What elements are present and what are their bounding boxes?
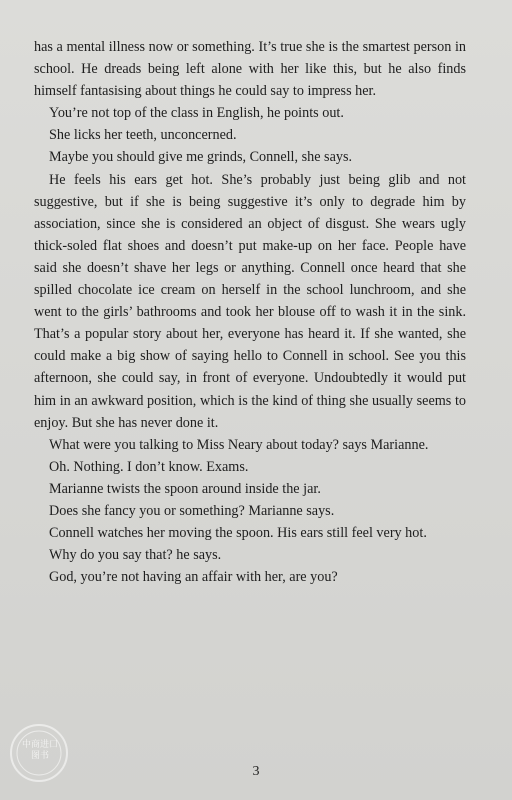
- paragraph-5: He feels his ears get hot. She’s probably just being glib and not suggestive, but if she is being suggestive it’s only to degrade him by association, since she is considered an object of disgust. She wears ugly thick-soled flat shoes and doesn’t put make-up on her face. People have said she doesn’t shave her legs or anything. Connell once heard that she spilled chocolate ice cream on herself in the school lunchroom, and she went to the girls’ bathrooms and took her blouse off to wash it in the sink. That’s a popular story about her, everyone has heard it. If she wanted, she could make a big show of saying hello to Connell in school. See you this afternoon, she could say, in front of everyone. Undoubtedly it would put him in an awkward position, which is the kind of thing she usually seems to enjoy. But she has never done it.: [34, 171, 466, 431]
- paragraph-2: You’re not top of the class in English, he points out.: [49, 105, 344, 122]
- paragraph-4: Maybe you should give me grinds, Connell, she says.: [49, 149, 353, 166]
- paragraph-10: Connell watches her moving the spoon. His ears still feel very hot.: [49, 525, 427, 542]
- page-number: 3: [252, 764, 260, 779]
- watermark-line-1: 中商进口: [21, 740, 58, 750]
- paragraph-1: has a mental illness now or something. It’s true she is the smartest person in school. He dreads being left alone with her like this, but he also finds himself fantasising about things he could say to impress her.: [34, 39, 466, 100]
- paragraph-9: Does she fancy you or something? Marianne says.: [49, 502, 335, 519]
- paragraph-3: She licks her teeth, unconcerned.: [49, 127, 237, 144]
- paragraph-6: What were you talking to Miss Neary about today? says Marianne.: [49, 436, 429, 453]
- paragraph-12: God, you’re not having an affair with her, are you?: [49, 569, 338, 586]
- body-text: [34, 36, 466, 588]
- watermark-line-2: 图书: [30, 751, 49, 761]
- paragraph-11: Why do you say that? he says.: [49, 547, 222, 564]
- watermark-text: [12, 740, 68, 762]
- paragraph-8: Marianne twists the spoon around inside the jar.: [49, 480, 321, 497]
- paragraph-7: Oh. Nothing. I don’t know. Exams.: [49, 458, 249, 475]
